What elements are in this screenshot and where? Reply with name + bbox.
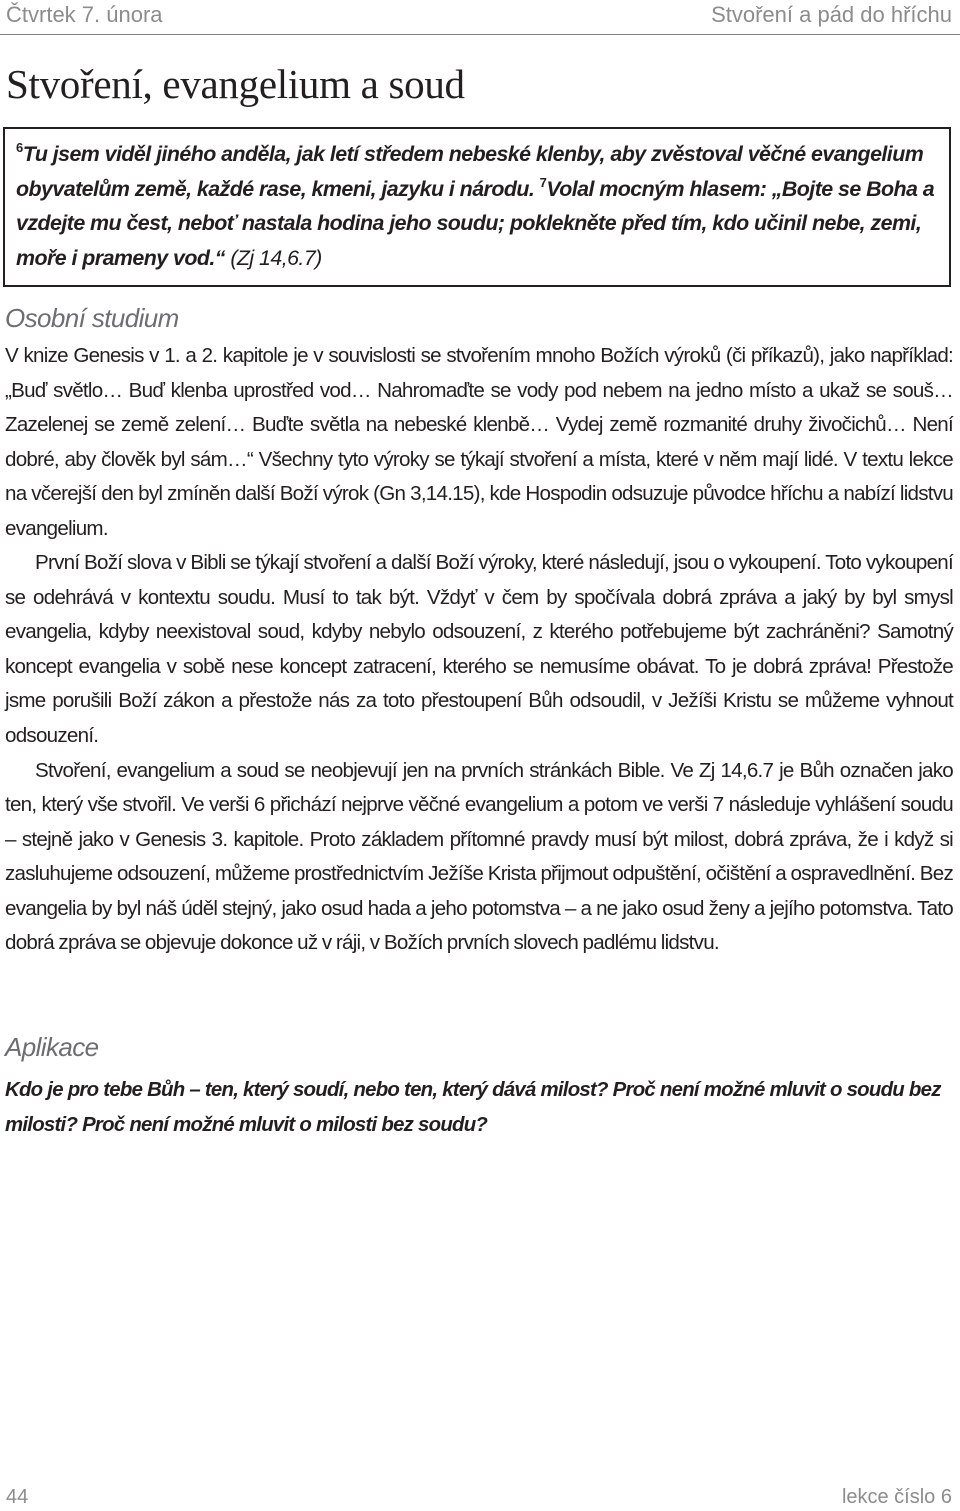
application-heading: Aplikace <box>5 1032 99 1062</box>
application-questions: Kdo je pro tebe Bůh – ten, který soudí, nebo ten, který dává milost? Proč není možné mluvit o soudu bez milosti? Proč není možné mluvit o milosti bez soudu? <box>5 1079 941 1136</box>
study-paragraph-1: V knize Genesis v 1. a 2. kapitole je v souvislosti se stvořením mnoho Božích výroků (či příkazů), jako například: „Buď světlo… Buď klenba uprostřed vod… Nahromaďte se vody pod nebem na jedno místo a ukaž se souš… Zazelenej se země zelení… Buďte světla na nebeské klenbě… Vydej země rozmanité druhy živočichů… Není dobré, aby člověk byl sám…“ Všechny tyto výroky se týkají stvoření a místa, které v něm mají lidé. V textu lekce na včerejší den byl zmíněn další Boží výrok (Gn 3,14.15), kde Hospodin odsuzuje původce hříchu a nabízí lidstvu evangelium. <box>5 344 953 540</box>
verse-6-text: Tu jsem viděl jiného anděla, jak letí středem nebeské klenby, aby zvěstoval věčné evangelium obyvatelům země, každé rase, kmeni, jazyku i národu. <box>16 142 924 201</box>
verse-number-6: 6 <box>16 140 23 155</box>
study-text <box>5 339 953 961</box>
bible-verse-box <box>3 127 951 287</box>
verse-reference: (Zj 14,6.7) <box>230 245 322 270</box>
page-title: Stvoření, evangelium a soud <box>6 61 465 107</box>
study-paragraph-2: První Boží slova v Bibli se týkají stvoření a další Boží výroky, které následují, jsou o vykoupení. Toto vykoupení se odehrává v kontextu soudu. Musí to tak být. Vždyť v čem by spočívala dobrá zpráva a jaký by byl smysl evangelia, kdyby neexistoval soud, kdyby nebylo odsouzení, z kterého potřebujeme být zachráněni? Samotný koncept evangelia v sobě nese koncept zatracení, kterého se nemusíme obávat. To je dobrá zpráva! Přestože jsme porušili Boží zákon a přestože nás za toto přestoupení Bůh odsoudil, v Ježíši Kristu se můžeme vyhnout odsouzení. <box>5 551 953 748</box>
study-paragraph-3: Stvoření, evangelium a soud se neobjevují jen na prvních stránkách Bible. Ve Zj 14,6.7 je Bůh označen jako ten, který vše stvořil. Ve verši 6 přichází nejprve věčné evangelium a potom ve verši 7 následuje vyhlášení soudu – stejně jako v Genesis 3. kapitole. Proto základem přítomné pravdy musí být milost, dobrá zpráva, že i když si zasluhujeme odsouzení, můžeme prostřednictvím Ježíše Krista přijmout odpuštění, očištění a ospravedlnění. Bez evangelia by byl náš úděl stejný, jako osud hada a jeho potomstva – a ne jako osud ženy a jejího potomstva. Tato dobrá zpráva se objevuje dokonce už v ráji, v Božích prvních slovech padlému lidstvu. <box>5 758 953 955</box>
header-divider <box>0 34 960 35</box>
study-heading: Osobní studium <box>5 303 179 333</box>
lesson-label: lekce číslo 6 <box>841 1486 952 1508</box>
header-series-title: Stvoření a pád do hříchu <box>711 2 952 27</box>
page-number: 44 <box>6 1486 29 1508</box>
header-date: Čtvrtek 7. února <box>6 2 163 27</box>
page-header <box>6 0 952 30</box>
verse-number-7: 7 <box>539 174 547 190</box>
verse-7-text: Volal mocným hlasem: „Bojte se Boha a vzdejte mu čest, neboť nastala hodina jeho soudu; poklekněte před tím, kdo učinil nebe, zemi, moře i prameny vod.“ <box>16 176 935 270</box>
